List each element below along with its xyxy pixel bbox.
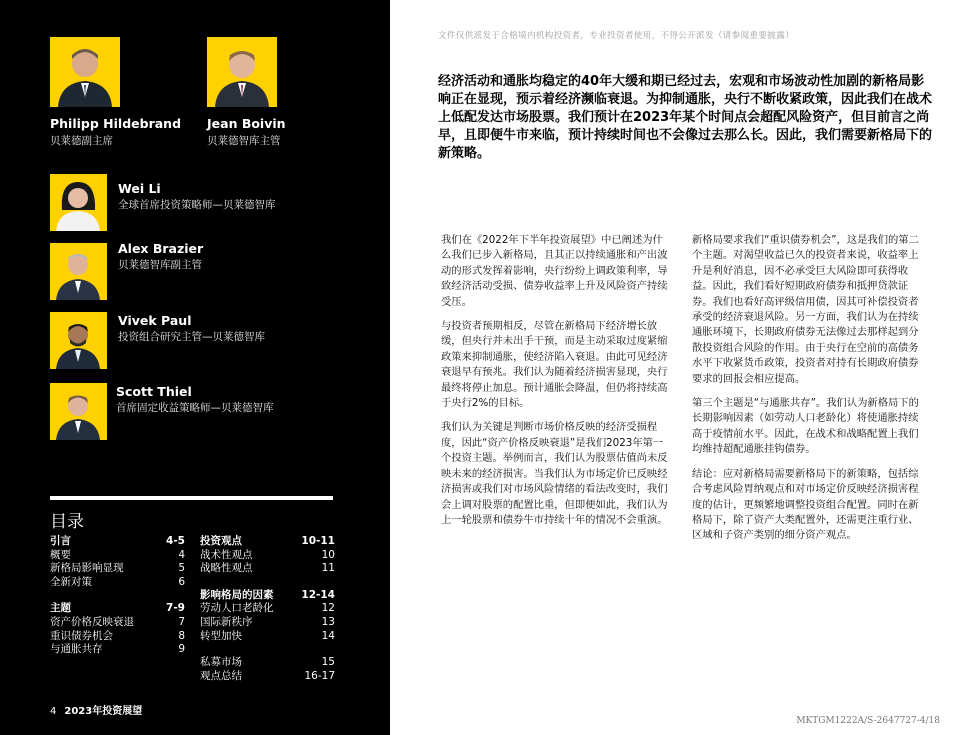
toc-entry[interactable] <box>200 630 335 644</box>
person-name: Vivek Paul <box>118 313 192 328</box>
body-column-2 <box>692 233 920 553</box>
toc-page: 11 <box>321 562 335 575</box>
person-name: Philipp Hildebrand <box>50 116 182 131</box>
toc-label: 新格局影响显现 <box>50 562 124 575</box>
portrait-wei-li <box>50 174 107 231</box>
person-title: 贝莱德副主席 <box>50 135 113 147</box>
toc-label: 重识债券机会 <box>50 629 113 642</box>
portrait-scott-thiel <box>50 383 107 440</box>
toc-page: 10-11 <box>301 535 335 547</box>
toc-label: 引言 <box>50 535 71 547</box>
toc-divider <box>50 496 333 500</box>
body-paragraph: 结论：应对新格局需要新格局下的新策略，包括综合考虑风险胃纳观点和对市场定价反映经济损害程度的估计，更频繁地调整投资组合配置。同时在新格局下，除了资产大类配置外，还需更注重行业、区域和子资产类别的细分资产观点。 <box>692 467 919 542</box>
toc-label: 观点总结 <box>200 669 242 682</box>
toc-page: 9 <box>178 643 185 656</box>
left-panel <box>0 0 390 735</box>
toc-entry[interactable] <box>200 549 335 563</box>
toc-entry[interactable] <box>50 630 185 644</box>
person-name: Scott Thiel <box>116 384 192 399</box>
body-column-1 <box>441 233 669 537</box>
toc-label: 与通胀共存 <box>50 643 103 656</box>
disclaimer: 文件仅供派发于合格境内机构投资者，专业投资者使用，不得公开派发（请参阅重要披露） <box>438 31 795 41</box>
document-code: MKTGM1222A/S-2647727-4/18 <box>796 716 940 726</box>
toc-page: 13 <box>321 615 335 628</box>
toc-label: 投资观点 <box>200 535 242 547</box>
toc-page: 7 <box>178 615 185 628</box>
toc-section-heading[interactable] <box>50 602 185 616</box>
toc-label: 战术性观点 <box>200 548 253 561</box>
toc-page: 5 <box>178 562 185 575</box>
page-number: 4 <box>50 706 57 717</box>
toc-label: 概要 <box>50 548 71 561</box>
toc-column-2 <box>200 535 335 683</box>
toc-spacer <box>200 643 335 656</box>
person-title: 投资组合研究主管—贝莱德智库 <box>118 331 265 343</box>
toc-entry[interactable] <box>200 656 335 670</box>
toc-entry[interactable] <box>50 576 185 590</box>
person-name: Wei Li <box>118 181 161 196</box>
body-paragraph: 我们在《2022年下半年投资展望》中已阐述为什么我们已步入新格局，且其正以持续通胀和产出波动的形式发挥着影响，央行纷纷上调政策利率，导致经济活动受损、债券收益率上升及风险资产持续受压。 <box>441 234 668 308</box>
toc-label: 战略性观点 <box>200 562 253 575</box>
toc-page: 12-14 <box>301 588 335 601</box>
toc-label: 主题 <box>50 602 71 615</box>
toc-label: 全新对策 <box>50 575 92 588</box>
toc-label: 私募市场 <box>200 656 242 669</box>
toc-label: 国际新秩序 <box>200 615 253 628</box>
body-paragraph: 第三个主题是“与通胀共存”。我们认为新格局下的长期影响因素（如劳动人口老龄化）将使通胀持续高于疫情前水平。因此，在战术和战略配置上我们均维持超配通胀挂钩债券。 <box>692 397 919 456</box>
toc-spacer <box>200 576 335 589</box>
person-title: 首席固定收益策略师—贝莱德智库 <box>116 402 274 414</box>
toc-section-heading[interactable] <box>200 589 335 603</box>
toc-page: 8 <box>178 629 185 642</box>
toc-label: 影响格局的因素 <box>200 588 274 601</box>
toc-entry[interactable] <box>50 616 185 630</box>
toc-page: 6 <box>178 575 185 588</box>
toc-label: 转型加快 <box>200 629 242 642</box>
portrait-vivek-paul <box>50 312 107 369</box>
toc-page: 14 <box>321 629 335 642</box>
person-title: 全球首席投资策略师—贝莱德智库 <box>118 199 276 211</box>
toc-entry[interactable] <box>200 602 335 616</box>
toc-entry[interactable] <box>200 616 335 630</box>
toc-page: 15 <box>321 656 335 669</box>
body-paragraph: 新格局要求我们“重识债券机会”，这是我们的第二个主题。对渴望收益已久的投资者来说，收益率上升是利好消息，因不必承受巨大风险即可获得收益。因此，我们看好短期政府债券和抵押贷款证券。我们也看好高评级信用债，因其可补偿投资者承受的经济衰退风险。另一方面，我们认为在持续通胀环境下，长期政府债券无法像过去那样起到分散投资组合风险的作用。由于央行在空前的高债务水平下收紧货币政策，投资者对持有长期政府债券要求的回报会相应提高。 <box>692 234 919 385</box>
toc-entry[interactable] <box>50 562 185 576</box>
toc-column-1 <box>50 535 185 657</box>
person-name: Alex Brazier <box>118 241 204 256</box>
toc-page: 16-17 <box>304 669 335 682</box>
page-footer <box>50 702 142 717</box>
toc-page: 4-5 <box>166 535 185 547</box>
person-title: 贝莱德智库副主管 <box>118 259 202 271</box>
lead-paragraph: 经济活动和通胀均稳定的40年大缓和期已经过去，宏观和市场波动性加剧的新格局影响正在显现，预示着经济濒临衰退。为抑制通胀，央行不断收紧政策，因此我们在战术上低配发达市场股票。我们预计在2023年某个时间点会超配风险资产，但目前言之尚早，且即便牛市来临，预计持续时间也不会像过去那么长。因此，我们需要新格局下的新策略。 <box>438 74 933 161</box>
toc-title: 目录 <box>50 512 84 532</box>
toc-spacer <box>50 589 185 602</box>
person-title: 贝莱德智库主管 <box>207 135 281 147</box>
portrait-philipp-hildebrand <box>50 37 120 107</box>
toc-entry[interactable] <box>50 643 185 657</box>
toc-entry[interactable] <box>200 670 335 684</box>
portrait-alex-brazier <box>50 243 107 300</box>
toc-page: 7-9 <box>166 602 185 615</box>
toc-section-heading[interactable] <box>50 535 185 549</box>
toc-page: 12 <box>321 602 335 615</box>
toc-label: 劳动人口老龄化 <box>200 602 274 615</box>
toc-page: 10 <box>321 548 335 561</box>
toc-label: 资产价格反映衰退 <box>50 615 134 628</box>
toc-entry[interactable] <box>50 549 185 563</box>
publication-name: 2023年投资展望 <box>64 706 143 717</box>
person-name: Jean Boivin <box>207 116 286 131</box>
toc-page: 4 <box>178 548 185 561</box>
body-paragraph: 我们认为关键是判断市场价格反映的经济受损程度，因此“资产价格反映衰退”是我们2023年第一个投资主题。举例而言，我们认为股票估值尚未反映未来的经济损害。当我们认为市场定价已反映经济损害或我们对市场风险情绪的看法改变时，我们会上调对股票的配置比重，但即便如此，我们认为上一轮股票和债券牛市持续十年的情况不会重演。 <box>441 421 668 526</box>
body-paragraph: 与投资者预期相反，尽管在新格局下经济增长放缓，但央行并未出手干预，而是主动采取过度紧缩政策来抑制通胀，使经济陷入衰退。由此可见经济衰退早有预兆。我们认为随着经济损害显现，央行最终将停止加息。预计通胀会降温，但仍将持续高于央行2%的目标。 <box>441 320 668 410</box>
toc-entry[interactable] <box>200 562 335 576</box>
portrait-jean-boivin <box>207 37 277 107</box>
toc-section-heading[interactable] <box>200 535 335 549</box>
